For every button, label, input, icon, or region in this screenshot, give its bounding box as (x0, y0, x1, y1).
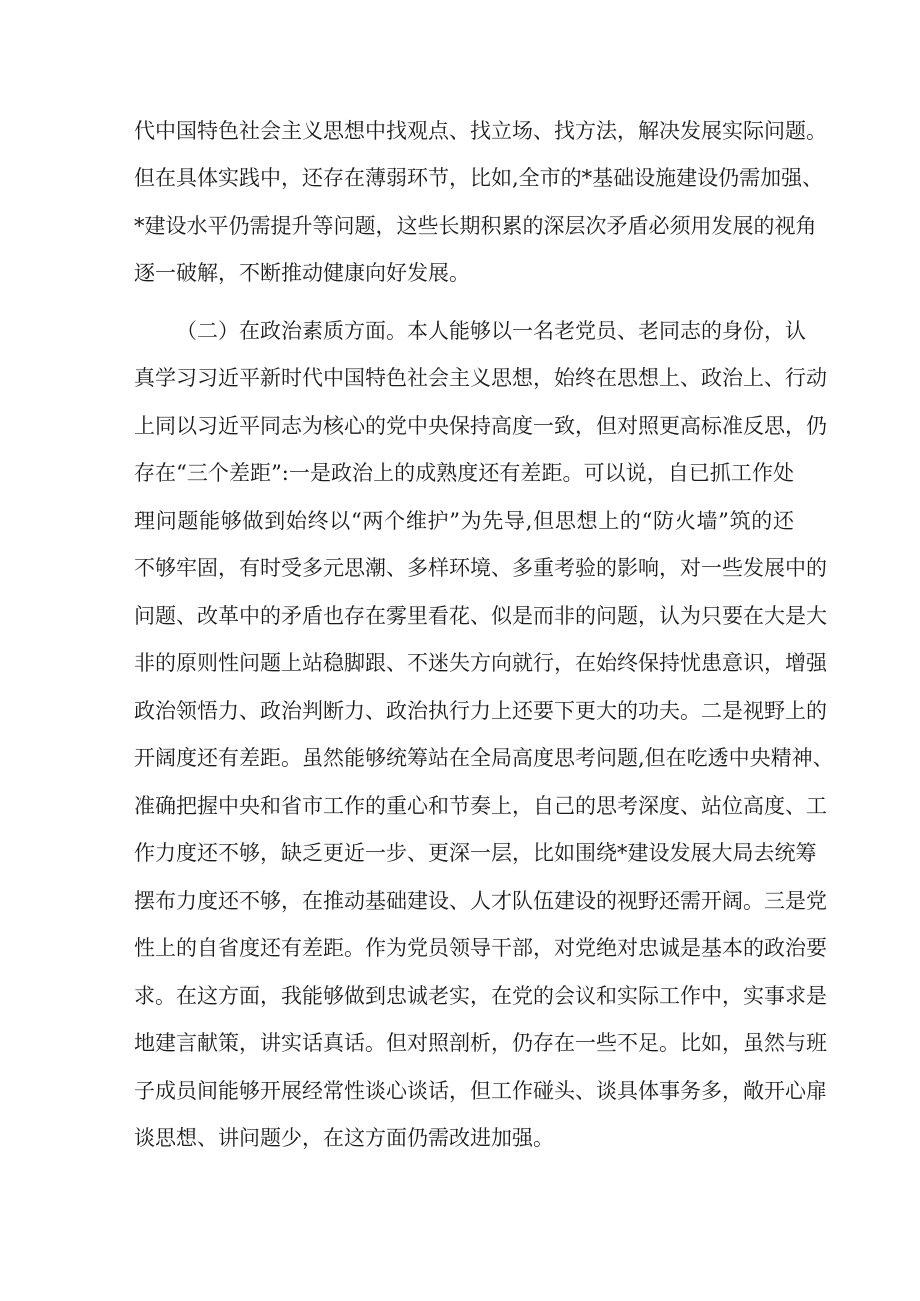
text-line: 真学习习近平新时代中国特色社会主义思想，始终在思想上、政治上、行动 (134, 366, 827, 390)
text-line: 准确把握中央和省市工作的重心和节奏上，自己的思考深度、站位高度、工 (134, 794, 827, 818)
text-line: 摆布力度还不够，在推动基础建设、人才队伍建设的视野还需开阔。三是党 (134, 889, 827, 913)
text-line: 逐一破解，不断推动健康向好发展。 (134, 261, 470, 285)
text-line: 存在“三个差距”:一是政治上的成熟度还有差距。可以说，自已抓工作处 (134, 461, 794, 485)
text-line: *建设水平仍需提升等问题，这些长期积累的深层次矛盾必须用发展的视角 (134, 214, 817, 238)
text-line: 作力度还不够，缺乏更近一步、更深一层，比如围绕*建设发展大局去统筹 (134, 841, 817, 865)
text-line: 政治领悟力、政治判断力、政治执行力上还要下更大的功夫。二是视野上的 (134, 699, 827, 723)
text-line: 理问题能够做到始终以“两个维护”为先导,但思想上的“防火墙”筑的还 (134, 509, 794, 533)
text-line: 问题、改革中的矛盾也存在雾里看花、似是而非的问题，认为只要在大是大 (134, 604, 827, 628)
text-line: 不够牢固，有时受多元思潮、多样环境、多重考验的影响，对一些发展中的 (134, 556, 827, 580)
text-line: 非的原则性问题上站稳脚跟、不迷失方向就行，在始终保持忧患意识，增强 (134, 651, 827, 675)
text-line: 性上的自省度还有差距。作为党员领导干部，对党绝对忠诚是基本的政治要 (134, 936, 827, 960)
text-line: 谈思想、讲问题少，在这方面仍需改进加强。 (134, 1126, 554, 1150)
text-line: 地建言献策，讲实话真话。但对照剖析，仍存在一些不足。比如，虽然与班 (134, 1031, 827, 1055)
text-line: 求。在这方面，我能够做到忠诚老实，在党的会议和实际工作中，实事求是 (134, 984, 827, 1008)
text-line: 上同以习近平同志为核心的党中央保持高度一致，但对照更高标准反思，仍 (134, 414, 827, 438)
text-line: 子成员间能够开展经常性谈心谈话，但工作碰头、谈具体事务多，敞开心扉 (134, 1079, 827, 1103)
text-line: 开阔度还有差距。虽然能够统筹站在全局高度思考问题,但在吃透中央精神、 (134, 746, 834, 770)
text-line: （二）在政治素质方面。本人能够以一名老党员、老同志的身份，认 (176, 319, 806, 343)
text-line: 代中国特色社会主义思想中找观点、找立场、找方法，解决发展实际问题。 (134, 119, 827, 143)
text-line: 但在具体实践中，还存在薄弱环节，比如,全市的*基础设施建设仍需加强、 (134, 166, 824, 190)
